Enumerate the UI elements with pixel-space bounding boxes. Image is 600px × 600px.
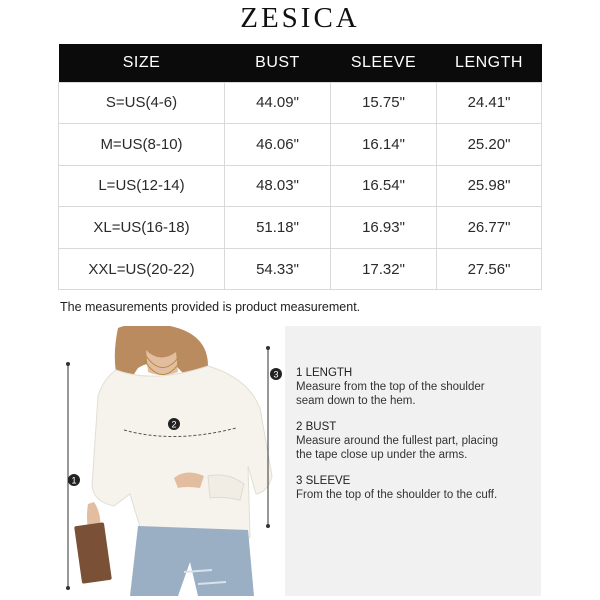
jeans-shape (130, 526, 254, 596)
brand-logo: ZESICA (240, 2, 360, 34)
cell-length: 27.56" (437, 248, 542, 290)
cell-length: 26.77" (437, 207, 542, 249)
clutch-bag (74, 522, 112, 584)
instruction-text: the tape close up under the arms. (296, 449, 468, 461)
cell-bust: 46.06" (225, 124, 331, 166)
instruction-title: 2 BUST (296, 421, 337, 433)
instruction-title: 1 LENGTH (296, 367, 353, 379)
size-chart-table (58, 44, 542, 290)
cell-size: XL=US(16-18) (59, 207, 225, 249)
marker-bust (168, 418, 180, 430)
model-illustration (58, 326, 285, 596)
instruction-title: 3 SLEEVE (296, 475, 351, 487)
instruction-sleeve (296, 474, 536, 502)
instruction-bust (296, 420, 536, 462)
table-row (59, 248, 542, 290)
cell-length: 25.20" (437, 124, 542, 166)
measurement-instructions-panel (285, 326, 541, 596)
cell-bust: 51.18" (225, 207, 331, 249)
table-row (59, 207, 542, 249)
table-row (59, 82, 542, 124)
cell-size: S=US(4-6) (59, 82, 225, 124)
table-row (59, 165, 542, 207)
cell-sleeve: 16.54" (331, 165, 437, 207)
marker-sleeve (270, 368, 282, 380)
cell-bust: 48.03" (225, 165, 331, 207)
cell-sleeve: 17.32" (331, 248, 437, 290)
cell-length: 24.41" (437, 82, 542, 124)
cell-size: M=US(8-10) (59, 124, 225, 166)
cell-sleeve: 16.14" (331, 124, 437, 166)
cell-sleeve: 16.93" (331, 207, 437, 249)
cell-bust: 54.33" (225, 248, 331, 290)
instruction-text: seam down to the hem. (296, 395, 416, 407)
cell-bust: 44.09" (225, 82, 331, 124)
instruction-text: From the top of the shoulder to the cuff. (296, 489, 498, 501)
table-row (59, 124, 542, 166)
cell-sleeve: 15.75" (331, 82, 437, 124)
marker-length (68, 474, 80, 486)
cell-size: L=US(12-14) (59, 165, 225, 207)
header-bust: BUST (225, 44, 331, 82)
instruction-text: Measure from the top of the shoulder (296, 381, 485, 393)
table-header-row (59, 44, 542, 82)
model-photo (58, 326, 285, 596)
cell-size: XXL=US(20-22) (59, 248, 225, 290)
svg-text:1: 1 (71, 475, 77, 486)
instruction-length (296, 366, 536, 408)
measurement-note: The measurements provided is product measurement. (60, 300, 361, 314)
header-sleeve: SLEEVE (331, 44, 437, 82)
svg-text:2: 2 (171, 419, 177, 430)
header-size: SIZE (59, 44, 225, 82)
header-length: LENGTH (437, 44, 542, 82)
sweater-shape (92, 366, 272, 554)
instruction-text: Measure around the fullest part, placing (296, 435, 499, 447)
cell-length: 25.98" (437, 165, 542, 207)
svg-text:3: 3 (273, 369, 279, 380)
